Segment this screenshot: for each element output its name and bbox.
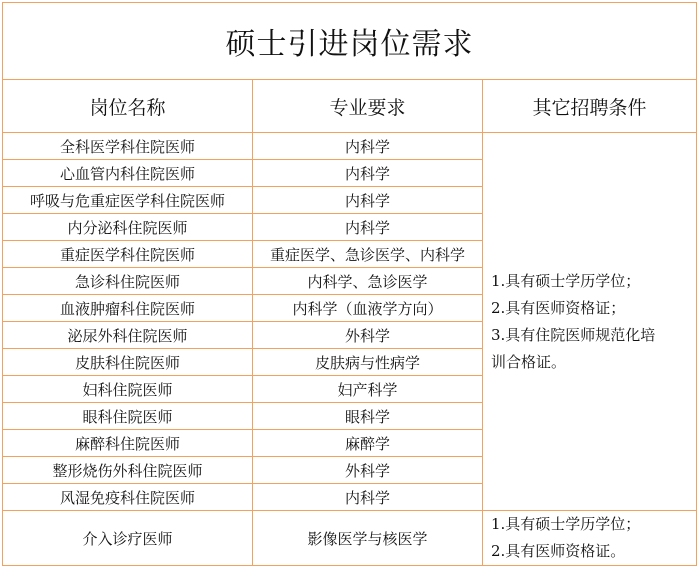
condition-line: 1.具有硕士学历学位； (491, 271, 641, 290)
major-cell: 眼科学 (253, 403, 483, 430)
major-cell: 外科学 (253, 457, 483, 484)
header-position: 岗位名称 (3, 80, 253, 133)
major-cell: 内科学 (253, 187, 483, 214)
major-cell: 内科学 (253, 133, 483, 160)
position-cell: 呼吸与危重症医学科住院医师 (3, 187, 253, 214)
major-cell: 皮肤病与性病学 (253, 349, 483, 376)
position-cell: 介入诊疗医师 (3, 511, 253, 566)
condition-line: 2.具有医师资格证； (491, 298, 626, 317)
major-cell: 外科学 (253, 322, 483, 349)
conditions-cell-group2 (483, 511, 697, 566)
major-cell: 重症医学、急诊医学、内科学 (253, 241, 483, 268)
header-other-conditions: 其它招聘条件 (483, 80, 697, 133)
major-cell: 内科学 (253, 160, 483, 187)
major-cell: 内科学 (253, 214, 483, 241)
position-cell: 风湿免疫科住院医师 (3, 484, 253, 511)
position-cell: 心血管内科住院医师 (3, 160, 253, 187)
position-cell: 泌尿外科住院医师 (3, 322, 253, 349)
major-cell: 麻醉学 (253, 430, 483, 457)
position-cell: 麻醉科住院医师 (3, 430, 253, 457)
position-cell: 眼科住院医师 (3, 403, 253, 430)
conditions-cell-group1 (483, 133, 697, 511)
position-cell: 妇科住院医师 (3, 376, 253, 403)
condition-line: 2.具有医师资格证。 (491, 542, 626, 560)
condition-line: 1.具有硕士学历学位； (491, 515, 641, 533)
requirements-table (2, 2, 697, 566)
major-cell: 影像医学与核医学 (253, 511, 483, 566)
position-cell: 整形烧伤外科住院医师 (3, 457, 253, 484)
major-cell: 妇产科学 (253, 376, 483, 403)
condition-line: 训合格证。 (491, 352, 567, 371)
major-cell: 内科学（血液学方向） (253, 295, 483, 322)
major-cell: 内科学 (253, 484, 483, 511)
major-cell: 内科学、急诊医学 (253, 268, 483, 295)
header-major: 专业要求 (253, 80, 483, 133)
position-cell: 皮肤科住院医师 (3, 349, 253, 376)
position-cell: 血液肿瘤科住院医师 (3, 295, 253, 322)
page-title: 硕士引进岗位需求 (3, 3, 697, 80)
position-cell: 急诊科住院医师 (3, 268, 253, 295)
position-cell: 重症医学科住院医师 (3, 241, 253, 268)
condition-line: 3.具有住院医师规范化培 (491, 325, 656, 344)
position-cell: 内分泌科住院医师 (3, 214, 253, 241)
position-cell: 全科医学科住院医师 (3, 133, 253, 160)
table-row (3, 133, 697, 160)
table-row (3, 511, 697, 566)
